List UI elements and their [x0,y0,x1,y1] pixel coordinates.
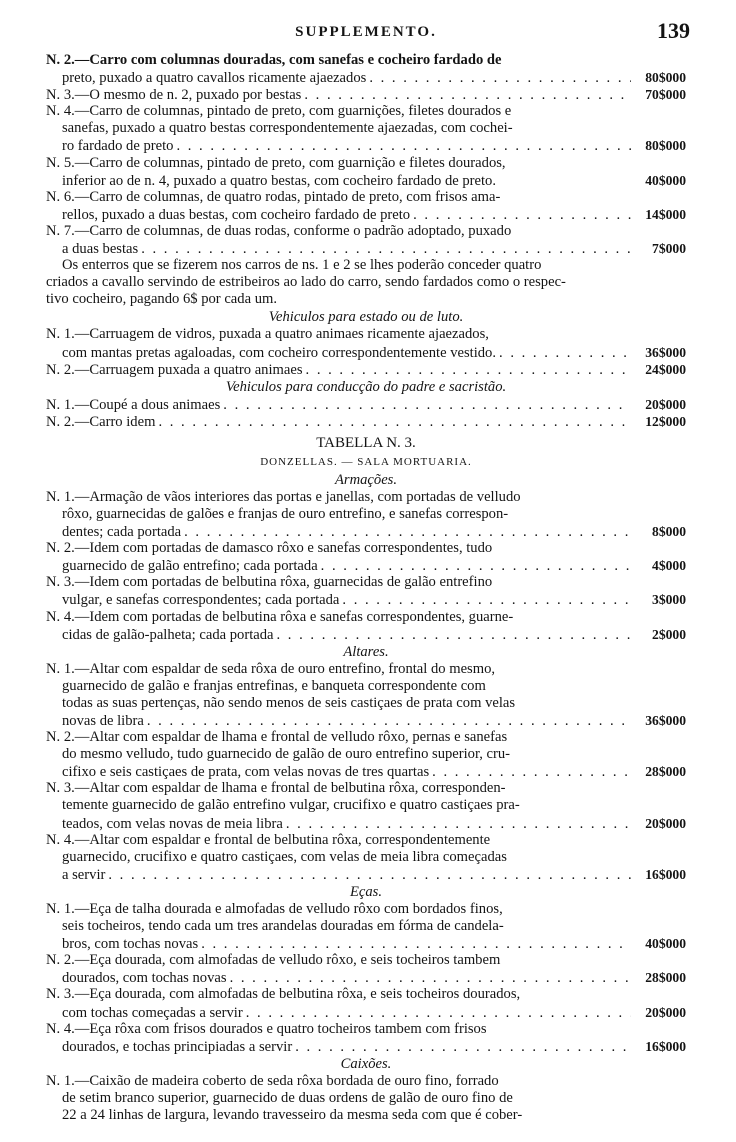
entry-text: N. 1.—Eça de talha dourada e almofadas de velludo rôxo com bordados finos, [46,900,503,917]
entry-line [46,69,686,86]
section-heading-altares: Altares. [343,643,389,660]
entry-text: N. 1.—Caixão de madeira coberto de seda rôxa bordada de ouro fino, forrado [46,1072,499,1089]
block-armacoes [46,489,686,643]
entry-line [46,326,686,343]
entry-price: 2$000 [652,626,686,642]
entry-line [46,523,686,540]
entry-price: 80$000 [645,138,686,154]
entry-text: N. 1.—Armação de vãos interiores das portas e janellas, com portadas de velludo [46,488,521,505]
running-title: SUPPLEMENTO. [295,24,437,40]
section-heading-ecas: Eças. [349,883,383,900]
entry-text: N. 2.—Idem com portadas de damasco rôxo e sanefas correspondentes, tudo [46,540,493,557]
entry-line [46,626,686,643]
entry-text: rellos, puxado a duas bestas, com cocheiro fardado de preto [62,206,411,223]
entry-price: 28$000 [645,970,686,986]
entry-text: criados a cavallo servindo de estribeiros ao lado do carro, sendo fardados como o respec- [46,274,566,291]
leader-dots [184,524,631,541]
entry-line [46,257,686,274]
leader-dots [306,362,631,379]
block-ecas [46,901,686,1055]
entry-line [46,1073,686,1090]
entry-text: cidas de galão-palheta; cada portada [62,626,274,643]
entry-text: temente guarnecido de galão entrefino vulgar, crucifixo e quatro castiçaes pra- [62,797,520,814]
entry-text: guarnecido de galão e franjas entrefinas, e banqueta correspondente com [62,677,486,694]
entry-line [46,969,686,986]
entry-text: N. 1.—Altar com espaldar de seda rôxa de ouro entrefino, frontal do mesmo, [46,660,496,677]
entry-line [46,935,686,952]
leader-dots [432,764,631,781]
entry-text: guarnecido de galão entrefino; cada portada [62,558,318,575]
entry-price: 4$000 [652,558,686,574]
entry-line [46,396,686,413]
entry-line [46,986,686,1003]
entry-text: todas as suas pertenças, não sendo menos de seis castiçaes de prata com velas [62,694,516,711]
section-heading-luto: Vehiculos para estado ou de luto. [268,309,464,326]
entry-text: N. 2.—Carro idem [46,413,156,430]
entry-price: 14$000 [645,206,686,222]
entry-line [46,1021,686,1038]
entry-line [46,815,686,832]
entry-line [46,240,686,257]
entry-line [46,489,686,506]
document-page [46,18,690,1124]
entry-text: N. 3.—Altar com espaldar de lhama e frontal de belbutina rôxa, corresponden- [46,780,506,797]
leader-dots [176,138,631,155]
entry-text: N. 3.—Eça dourada, com almofadas de belbutina rôxa, e seis tocheiros dourados, [46,986,521,1003]
entry-text: tivo cocheiro, pagando 6$ por cada um. [46,291,277,308]
entry-line [46,591,686,608]
block-carros [46,52,686,308]
entry-text: a servir [62,866,106,883]
entry-text: inferior ao de n. 4, puxado a quatro bestas, com cocheiro fardado de preto. [62,172,497,189]
entry-text: N. 5.—Carro de columnas, pintado de preto, com guarnição e filetes dourados, [46,154,506,171]
entry-text: dourados, com tochas novas [62,970,227,987]
entry-text: N. 2.—Altar com espaldar de lhama e frontal de velludo rôxo, pernas e sanefas [46,729,508,746]
entry-price: 70$000 [645,87,686,103]
entry-text: N. 2.—Carro com columnas douradas, com sanefas e cocheiro fardado de [46,52,502,68]
entry-line [46,678,686,695]
entry-text: preto, puxado a quatro cavallos ricamente ajaezados [62,70,367,87]
entry-line [46,574,686,591]
leader-dots [230,970,631,987]
section-heading-caixoes: Caixões. [340,1055,392,1072]
entry-price: 20$000 [645,1004,686,1020]
entry-text: N. 6.—Carro de columnas, de quatro rodas, pintado de preto, com frisos ama- [46,188,501,205]
leader-dots [246,1005,631,1022]
entry-text: N. 7.—Carro de columnas, de duas rodas, conforme o padrão adoptado, puxado [46,222,512,239]
leader-dots [147,713,631,730]
entry-line [46,901,686,918]
entry-text: rôxo, guarnecidas de galões e franjas de ouro entrefino, e sanefas correspon- [62,505,509,522]
entry-price: 7$000 [652,241,686,257]
page-header [46,18,690,52]
entry-text: guarnecido, crucifixo e quatro castiçaes, com velas de meia libra começadas [62,848,507,865]
entry-line [46,103,686,120]
block-altares [46,661,686,883]
entry-line [46,206,686,223]
entry-text: seis tocheiros, tendo cada um tres arandelas douradas em fórma de candela- [62,918,504,935]
entry-line [46,189,686,206]
entry-text: N. 3.—O mesmo de n. 2, puxado por bestas [46,87,302,104]
entry-line [46,712,686,729]
entry-price: 40$000 [645,172,686,188]
leader-dots [286,816,631,833]
entry-line [46,780,686,797]
entry-line [46,137,686,154]
entry-text: com mantas pretas agaloadas, com cocheiro correspondentemente vestido. [62,344,497,361]
entry-text: do mesmo velludo, tudo guarnecido de galão de ouro entrefino superior, cru- [62,746,511,763]
entry-line [46,952,686,969]
entry-text: bros, com tochas novas [62,936,199,953]
block-vehiculos-padre [46,396,686,430]
leader-dots [277,627,632,644]
entry-text: a duas bestas [62,241,139,258]
entry-text: N. 4.—Eça rôxa com frisos dourados e quatro tocheiros tambem com frisos [46,1020,487,1037]
block-vehiculos-luto [46,326,686,377]
entry-line [46,729,686,746]
entry-price: 36$000 [645,713,686,728]
entry-line [46,746,686,763]
entry-line [46,1004,686,1021]
entry-line [46,274,686,291]
entry-line [46,413,686,430]
entry-price: 20$000 [645,396,686,412]
leader-dots [321,558,631,575]
leader-dots [201,936,631,953]
entry-price: 20$000 [645,815,686,831]
entry-text: N. 4.—Carro de columnas, pintado de preto, com guarnições, filetes dourados e [46,103,512,120]
entry-line [46,849,686,866]
entry-text: N. 3.—Idem com portadas de belbutina rôxa, guarnecidas de galão entrefino [46,574,493,591]
entry-line [46,506,686,523]
block-caixoes [46,1073,686,1124]
entry-text: Os enterros que se fizerem nos carros de ns. 1 e 2 se lhes poderão conceder quatro [62,257,542,274]
entry-text: dentes; cada portada [62,524,182,541]
entry-price: 40$000 [645,936,686,952]
entry-text: N. 2.—Carruagem puxada a quatro animaes [46,361,303,378]
entry-line [46,86,686,103]
entry-line [46,1090,686,1107]
entry-price: 24$000 [645,361,686,377]
entry-line [46,609,686,626]
entry-line [46,832,686,849]
entry-line [46,866,686,883]
entry-line [46,1107,686,1124]
entry-text: N. 1.—Coupé a dous animaes [46,396,221,413]
entry-price: 36$000 [645,344,686,360]
entry-line [46,797,686,814]
entry-text: vulgar, e sanefas correspondentes; cada portada [62,592,340,609]
entry-line [46,155,686,172]
entry-line [46,223,686,240]
entry-text: N. 4.—Idem com portadas de belbutina rôxa e sanefas correspondentes, guarne- [46,608,514,625]
entry-line [46,120,686,137]
section-heading-armacoes: Armações. [334,471,397,488]
entry-line [46,361,686,378]
entry-line [46,172,686,189]
entry-price: 16$000 [645,1038,686,1054]
section-heading-padre: Vehiculos para conducção do padre e sacristão. [225,378,507,395]
entry-price: 16$000 [645,866,686,882]
leader-dots [304,87,631,104]
entry-text: N. 4.—Altar com espaldar e frontal de belbutina rôxa, correspondentemente [46,831,491,848]
entry-text: dourados, e tochas principiadas a servir [62,1038,293,1055]
table-subheading: DONZELLAS. — SALA MORTUARIA. [260,455,472,468]
entry-text: sanefas, puxado a quatro bestas correspondentemente ajaezadas, com cochei- [62,120,513,137]
leader-dots [223,397,631,414]
entry-text: 22 a 24 linhas de largura, levando travesseiro da mesma seda com que é cober- [62,1106,523,1123]
entry-line [46,291,686,308]
entry-price: 12$000 [645,413,686,429]
entry-price: 8$000 [652,524,686,540]
leader-dots [413,207,631,224]
entry-text: ro fardado de preto [62,138,174,155]
entry-line [46,557,686,574]
entry-line [46,1038,686,1055]
entry-line [46,540,686,557]
leader-dots [342,592,631,609]
leader-dots [108,867,631,884]
entry-text: de setim branco superior, guarnecido de duas ordens de galão de ouro fino de [62,1089,513,1106]
leader-dots [499,345,631,362]
entry-price: 80$000 [645,70,686,86]
entry-price: 28$000 [645,764,686,780]
entry-price: 3$000 [652,592,686,608]
entry-text: teados, com velas novas de meia libra [62,815,283,832]
leader-dots [141,241,631,258]
entry-text: novas de libra [62,713,144,729]
entry-line [46,918,686,935]
entry-line [46,52,686,69]
entry-line [46,661,686,678]
entry-text: com tochas começadas a servir [62,1004,243,1021]
leader-dots [369,70,631,87]
leader-dots [158,414,631,431]
page-number: 139 [657,18,690,43]
entry-line [46,763,686,780]
entry-text: N. 2.—Eça dourada, com almofadas de velludo rôxo, e seis tocheiros tambem [46,952,501,969]
table-heading: TABELLA N. 3. [316,434,416,451]
entry-text: cifixo e seis castiçaes de prata, com velas novas de tres quartas [62,764,430,781]
leader-dots [295,1039,631,1056]
entry-text: N. 1.—Carruagem de vidros, puxada a quatro animaes ricamente ajaezados, [46,326,489,343]
entry-line [46,344,686,361]
entry-line [46,695,686,712]
